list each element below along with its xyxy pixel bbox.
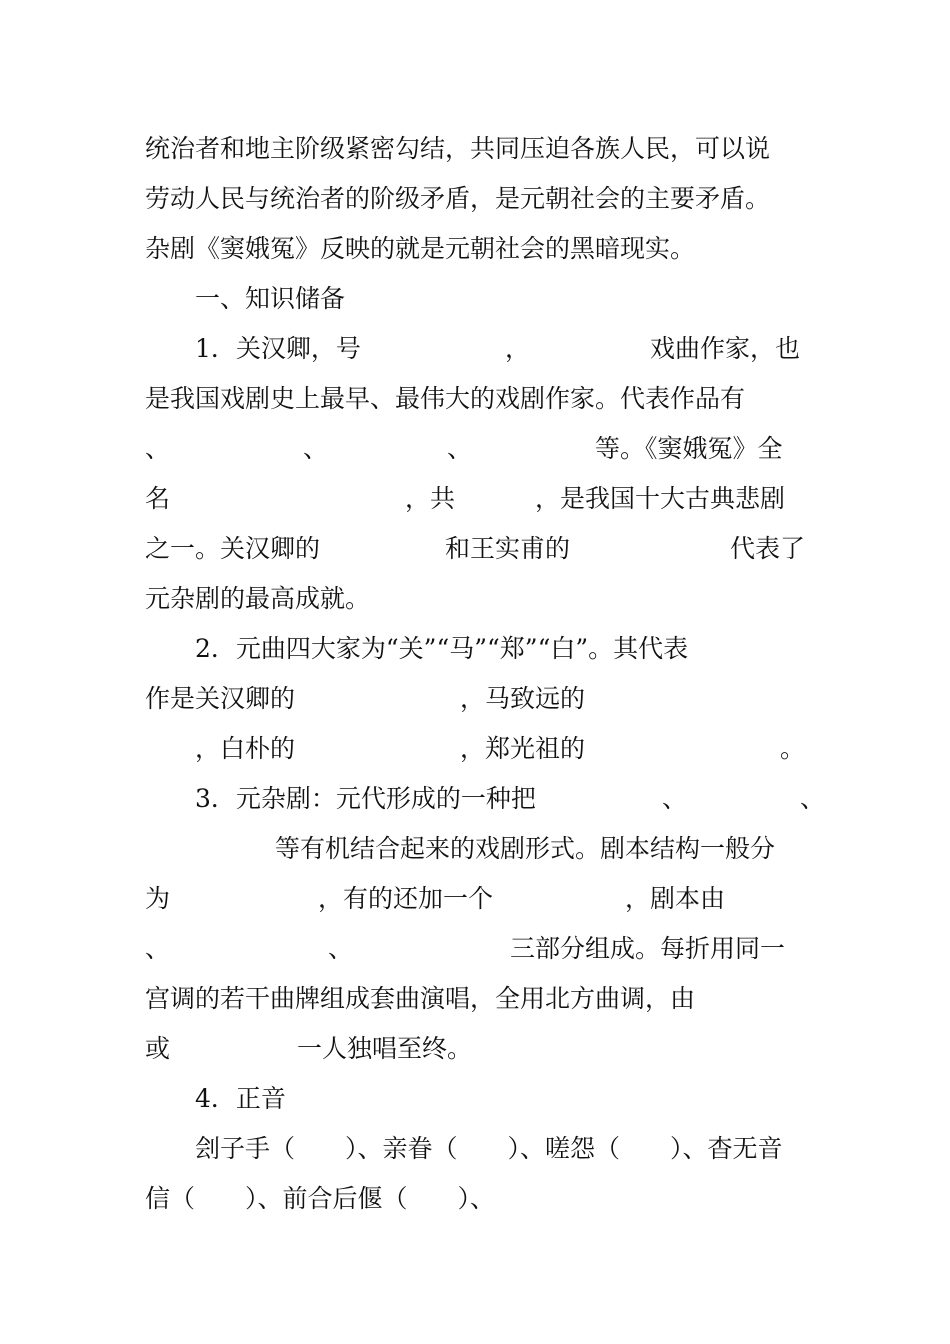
question-line: [0, 479, 950, 519]
text-segment: 代表了: [730, 534, 806, 563]
text-segment: 和王实甫的: [445, 534, 571, 563]
text-segment: 之一。关汉卿的: [145, 534, 321, 563]
text-segment: 一人独唱至终。: [297, 1034, 473, 1063]
text-segment: ，郑光祖的: [460, 734, 586, 763]
section-heading: [0, 1079, 950, 1119]
text-segment: 三部分组成。每折用同一: [510, 934, 786, 963]
text-segment: 宫调的若干曲牌组成套曲演唱，全用北方曲调，由: [145, 984, 696, 1013]
question-line: [0, 629, 950, 669]
question-line: [0, 979, 950, 1019]
question-line: [0, 729, 950, 769]
text-segment: 等。《窦娥冤》全: [595, 434, 783, 463]
paragraph-line: [0, 229, 950, 269]
text-segment: 信（ ）、前合后偃（ ）、: [145, 1184, 496, 1213]
text-segment: 名: [145, 484, 171, 513]
text-segment: 、: [328, 934, 354, 963]
question-line: [0, 1129, 950, 1169]
section-heading: [0, 279, 950, 319]
text-segment: 、: [662, 784, 688, 813]
question-line: [0, 829, 950, 869]
text-segment: ，共: [405, 484, 456, 513]
text-segment: 是我国戏剧史上最早、最伟大的戏剧作家。代表作品有: [145, 384, 746, 413]
text-segment: 、: [303, 434, 329, 463]
text-segment: 作是关汉卿的: [145, 684, 296, 713]
question-line: [0, 1179, 950, 1219]
paragraph-line: [0, 129, 950, 169]
heading-text: 4．正音: [195, 1084, 286, 1113]
text-segment: 劳动人民与统治者的阶级矛盾，是元朝社会的主要矛盾。: [145, 184, 771, 213]
text-segment: ，是我国十大古典悲剧: [535, 484, 786, 513]
text-segment: 杂剧《窦娥冤》反映的就是元朝社会的黑暗现实。: [145, 234, 696, 263]
text-segment: 2．元曲四大家为“关”“马”“郑”“白”。其代表: [195, 634, 689, 663]
text-segment: 或: [145, 1034, 171, 1063]
text-segment: 为: [145, 884, 171, 913]
question-line: [0, 929, 950, 969]
heading-text: 一、知识储备: [195, 284, 346, 313]
text-segment: 戏曲作家，也: [650, 334, 801, 363]
paragraph-line: [0, 179, 950, 219]
text-segment: 、: [145, 434, 171, 463]
question-line: [0, 529, 950, 569]
text-segment: 。: [780, 734, 806, 763]
text-segment: 1．关汉卿，号: [195, 334, 361, 363]
text-segment: ，: [505, 334, 531, 363]
question-line: [0, 879, 950, 919]
question-line: [0, 379, 950, 419]
text-segment: ，有的还加一个: [318, 884, 494, 913]
text-segment: ，白朴的: [195, 734, 296, 763]
question-line: [0, 1029, 950, 1069]
text-segment: 、: [447, 434, 473, 463]
text-segment: 等有机结合起来的戏剧形式。剧本结构一般分: [275, 834, 776, 863]
text-segment: 、: [800, 784, 826, 813]
text-segment: 、: [145, 934, 171, 963]
text-segment: 元杂剧的最高成就。: [145, 584, 371, 613]
question-line: [0, 779, 950, 819]
question-line: [0, 679, 950, 719]
question-line: [0, 579, 950, 619]
text-segment: 3．元杂剧：元代形成的一种把: [195, 784, 536, 813]
text-segment: 统治者和地主阶级紧密勾结，共同压迫各族人民，可以说: [145, 134, 771, 163]
text-segment: ，马致远的: [460, 684, 586, 713]
text-segment: ，剧本由: [625, 884, 726, 913]
text-segment: 刽子手（ ）、亲眷（ ）、嗟怨（ ）、杳无音: [195, 1134, 783, 1163]
question-line: [0, 329, 950, 369]
question-line: [0, 429, 950, 469]
